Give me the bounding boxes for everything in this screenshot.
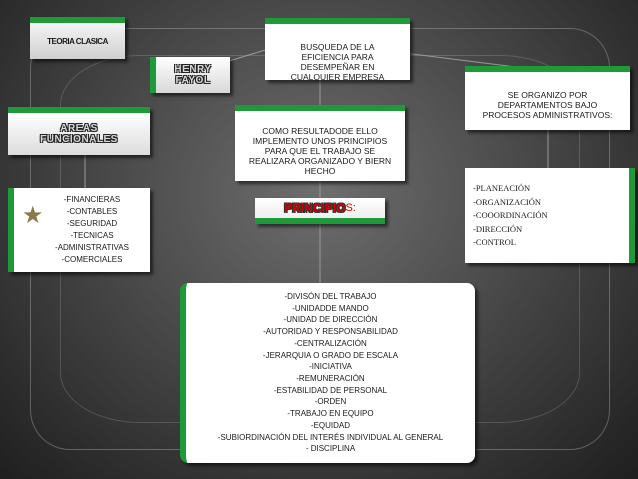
areas-label: AREAS	[60, 123, 98, 134]
principios-main: PRINCIPIO	[284, 201, 346, 215]
busqueda-text: BUSQUEDA DE LA EFICIENCIA PARA DESEMPEÑAR EN CUALQUIER EMPRESA	[290, 42, 385, 82]
area-item: -CONTABLES	[66, 207, 118, 216]
proceso-item: -PLANEACIÓN	[473, 183, 531, 193]
area-item: -TECNICAS	[70, 231, 114, 240]
principio-item: -ESTABILIDAD DE PERSONAL	[273, 385, 388, 395]
resultado-box	[235, 105, 405, 181]
principio-item: -UNIDAD DE DIRECCIÓN	[283, 315, 378, 325]
proceso-item: -DIRECCIÓN	[473, 223, 523, 234]
principio-item: -INICIATIVA	[309, 362, 352, 372]
star-icon: ★	[22, 202, 44, 229]
areas-funcionales-box	[8, 107, 150, 155]
henry-label: HENRY	[174, 64, 212, 75]
principio-item: -EQUIDAD	[310, 420, 351, 430]
principio-item: -JERARQUIA O GRADO DE ESCALA	[262, 350, 399, 360]
principio-item: -DIVISÓN DEL TRABAJO	[284, 292, 377, 302]
procesos-list-box	[465, 168, 635, 263]
organizo-text: SE ORGANIZO POR DEPARTAMENTOS BAJO PROCESOS ADMINISTRATIVOS:	[482, 90, 613, 120]
principio-item: -CENTRALIZACIÓN	[294, 338, 367, 348]
principio-item: -ORDEN	[314, 397, 347, 407]
principios-list	[218, 291, 443, 455]
teoria-clasica-box	[30, 17, 125, 59]
area-item: -FINANCIERAS	[63, 195, 121, 204]
principio-item: -UNIDADDE MANDO	[292, 303, 369, 313]
teoria-clasica-label: TEORIA CLASICA	[47, 36, 108, 46]
principios-box	[255, 198, 385, 224]
henry-fayol-box	[150, 57, 230, 93]
principio-item: -SUBIORDINACIÓN DEL INTERÉS INDIVIDUAL AL GENERAL	[217, 432, 444, 442]
area-item: -SEGURIDAD	[66, 219, 118, 228]
proceso-item: -ORGANIZACIÓN	[473, 196, 541, 207]
principio-item: -REMUNERACIÓN	[296, 374, 365, 383]
funcionales-label: FUNCIONALES	[40, 134, 118, 145]
proceso-item: -CONTROL	[473, 237, 516, 247]
principio-item: -AUTORIDAD Y RESPONSABILIDAD	[263, 327, 398, 337]
fayol-label: FAYOL	[175, 75, 211, 86]
areas-list-box	[8, 188, 150, 272]
resultado-text: COMO RESULTADODE ELLO IMPLEMENTO UNOS PRINCIPIOS PARA QUE EL TRABAJO SE REALIZARA ORGANIZADO Y BIERN HECHO	[248, 126, 392, 176]
principio-item: -TRABAJO EN EQUIPO	[287, 409, 374, 419]
principios-list-box	[180, 283, 475, 463]
principios-rest: S:	[345, 202, 356, 214]
area-item: -COMERCIALES	[61, 255, 123, 264]
procesos-list	[473, 182, 548, 250]
areas-list	[35, 194, 129, 266]
principio-item: - DISCIPLINA	[305, 444, 356, 454]
busqueda-box	[265, 18, 410, 80]
proceso-item: -COOORDINACIÓN	[473, 210, 548, 220]
organizo-box	[465, 66, 630, 130]
area-item: -ADMINISTRATIVAS	[55, 243, 129, 252]
